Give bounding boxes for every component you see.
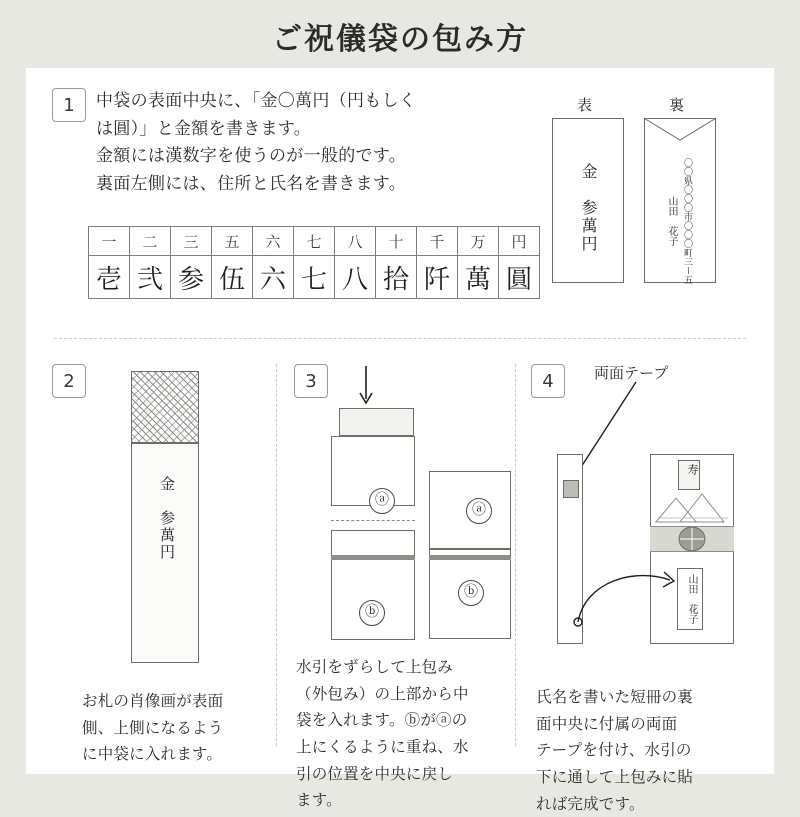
step-1-badge: 1 (52, 88, 86, 122)
kanji-value-cell: 拾 (376, 256, 417, 299)
step-3-line-3: 袋を入れます。ⓑがⓐの (296, 711, 468, 730)
vertical-divider-1 (276, 364, 277, 746)
step-1-line-4: 裏面左側には、住所と氏名を書きます。 (96, 173, 407, 194)
step-3-line-1: 水引をずらして上包み (296, 658, 454, 676)
envelope-flap-icon (644, 118, 717, 148)
inner-envelope-front-amount: 金 参萬円 (579, 163, 598, 253)
horizontal-divider (54, 338, 746, 339)
marker-b-left: ⓑ (359, 600, 385, 626)
content-card (26, 68, 774, 813)
marker-b-right: ⓑ (458, 580, 484, 606)
kanji-value-cell: 阡 (417, 256, 458, 299)
kanji-numbers-table (88, 226, 540, 299)
kanji-header-cell: 円 (499, 227, 540, 256)
step-1-line-3: 金額には漢数字を使うのが一般的です。 (96, 146, 407, 167)
step-1-line-1: 中袋の表面中央に、「金〇萬円（円もしく (96, 91, 417, 111)
double-sided-tape-callout: 両面テープ (594, 364, 669, 382)
step-4-line-3: テープを付け、水引の (536, 741, 692, 760)
kanji-value-cell: 萬 (458, 256, 499, 299)
mizuhiki-knot-icon (674, 524, 710, 554)
tape-patch-icon (563, 480, 579, 498)
kanji-header-cell: 七 (294, 227, 335, 256)
step-2-line-2: 側、上側になるよう (82, 718, 224, 737)
step-3-line-6: ます。 (296, 791, 342, 810)
kanji-value-cell: 六 (253, 256, 294, 299)
step-1-line-2: は圓）」と金額を書きます。 (96, 118, 312, 139)
marker-a-right: ⓐ (466, 498, 492, 524)
step-4-text (536, 684, 751, 817)
table-row-headers (89, 227, 540, 256)
mizuhiki-band-right (429, 555, 511, 560)
step-4-line-4: 下に通して上包みに貼 (536, 767, 694, 786)
kanji-value-cell: 参 (171, 256, 212, 299)
step-4-line-2: 面中央に付属の両面 (536, 714, 678, 733)
kanji-value-cell: 壱 (89, 256, 130, 299)
front-side-label: 表 (577, 96, 593, 114)
kanji-header-cell: 六 (253, 227, 294, 256)
inner-envelope-back-address: 〇〇県〇〇〇市〇〇〇町三ー五 (682, 158, 692, 284)
step-4-line-1: 氏名を書いた短冊の裏 (536, 688, 694, 706)
back-side-label: 裏 (669, 96, 685, 114)
kanji-header-cell: 千 (417, 227, 458, 256)
table-row-values (89, 256, 540, 299)
kanji-header-cell: 二 (130, 227, 171, 256)
tanzaku-name-text: 山田 花子 (686, 574, 697, 624)
step2-envelope-amount: 金 参萬円 (158, 476, 176, 561)
inner-envelope-back-name: 山田 花子 (666, 196, 677, 246)
step-3-text (296, 654, 511, 814)
kanji-value-cell: 弐 (130, 256, 171, 299)
mizuhiki-band-left (331, 555, 415, 560)
wrapper-left-flap (339, 408, 414, 436)
kanji-value-cell: 伍 (212, 256, 253, 299)
envelope-top-edge (131, 443, 199, 444)
step-2-badge: 2 (52, 364, 86, 398)
step-3-badge: 3 (294, 364, 328, 398)
marker-a-left: ⓐ (369, 488, 395, 514)
kanji-value-cell: 七 (294, 256, 335, 299)
kanji-value-cell: 八 (335, 256, 376, 299)
step-4-badge: 4 (531, 364, 565, 398)
kanji-header-cell: 八 (335, 227, 376, 256)
kanji-header-cell: 十 (376, 227, 417, 256)
kanji-header-cell: 五 (212, 227, 253, 256)
tanzaku-front-kotobuki: 寿 (686, 464, 699, 477)
step-2-line-3: に中袋に入れます。 (82, 745, 223, 764)
page-title: ご祝儀袋の包み方 (272, 22, 528, 57)
step-1-text (96, 88, 516, 198)
noshi-decoration-icon (650, 488, 735, 528)
step-2-text (82, 688, 272, 768)
kanji-header-cell: 一 (89, 227, 130, 256)
vertical-divider-2 (515, 364, 516, 746)
curved-arrow-icon (566, 560, 686, 640)
wrapper-fold-dashline (331, 520, 415, 521)
kanji-header-cell: 三 (171, 227, 212, 256)
banknote-portrait-icon (131, 371, 199, 443)
step-3-line-2: （外包み）の上部から中 (296, 684, 469, 703)
kanji-header-cell: 万 (458, 227, 499, 256)
step-4-line-5: れば完成です。 (536, 794, 645, 813)
step-3-line-4: 上にくるように重ね、水 (296, 737, 469, 756)
step-3-line-5: 引の位置を中央に戻し (296, 764, 454, 783)
step-2-line-1: お札の肖像画が表面 (82, 692, 224, 710)
kanji-value-cell: 圓 (499, 256, 540, 299)
down-arrow-icon (356, 366, 376, 406)
